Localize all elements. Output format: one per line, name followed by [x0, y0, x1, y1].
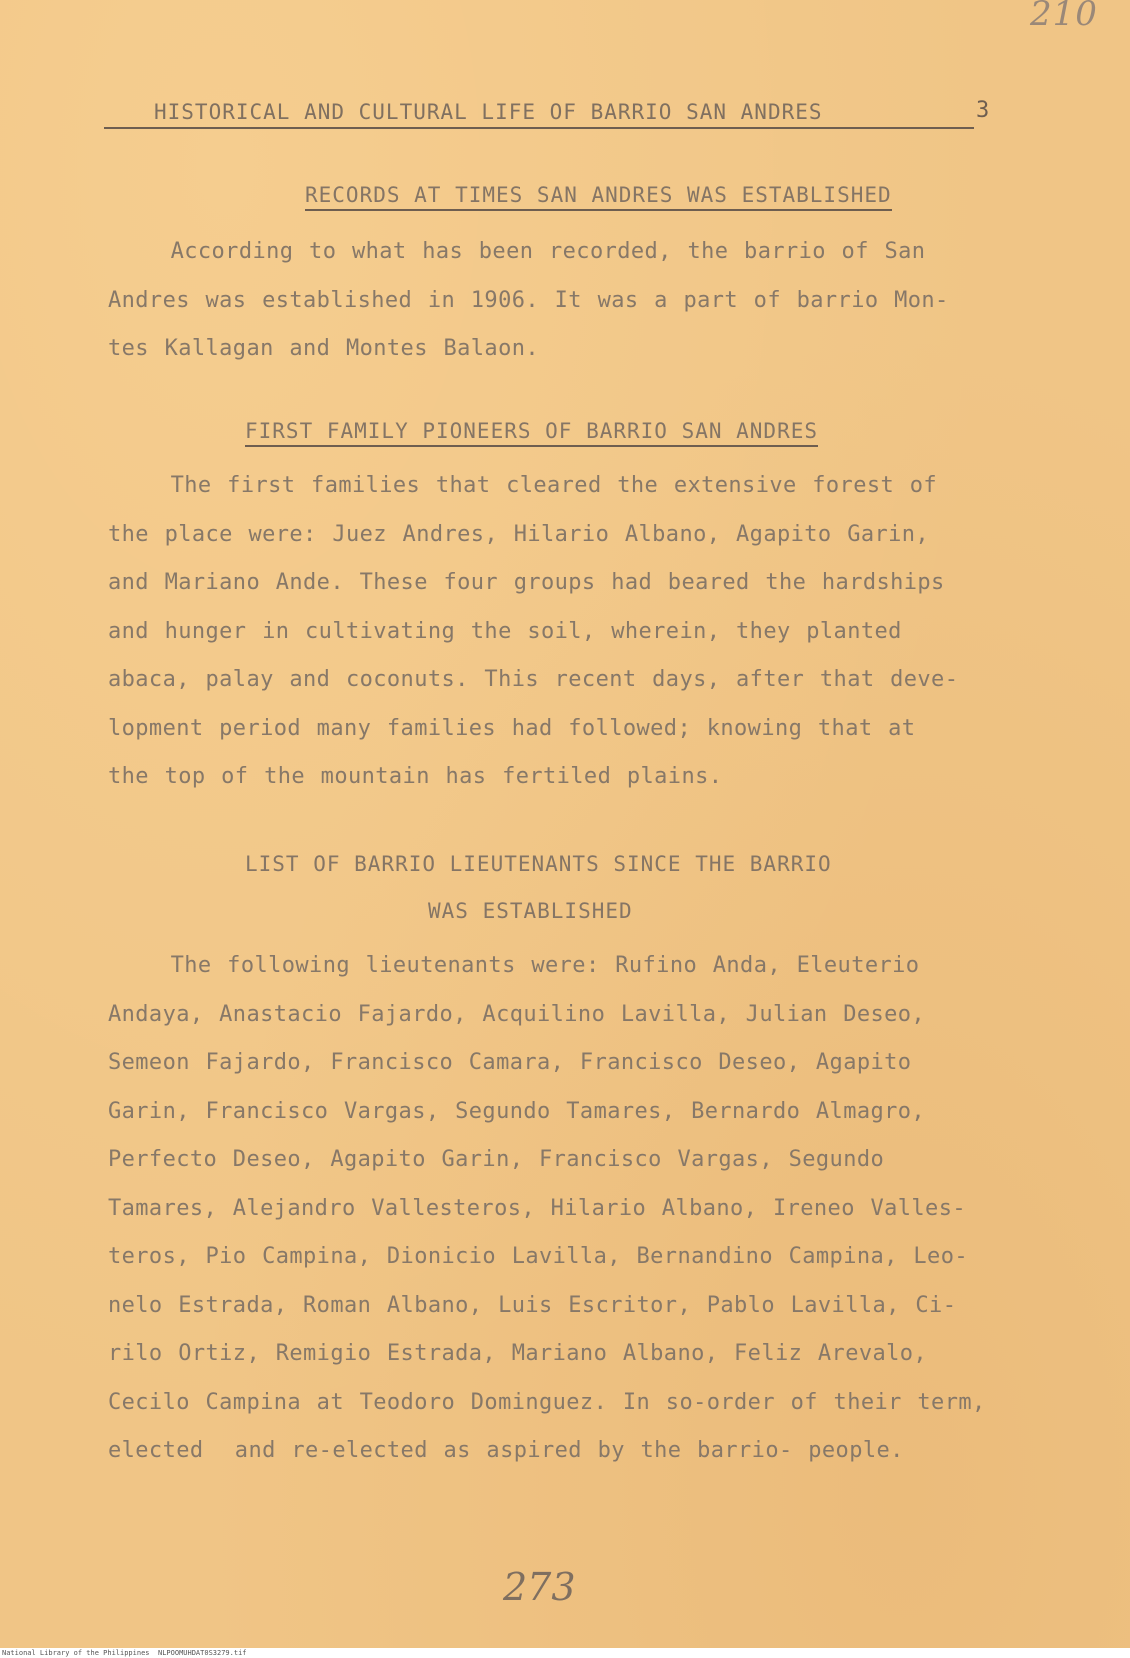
header-page-number: 3 — [976, 98, 990, 123]
header-title: HISTORICAL AND CULTURAL LIFE OF BARRIO SAN ANDRES — [154, 100, 823, 124]
section-body-records: According to what has been recorded, the barrio of San Andres was established in 1906. It was a part of barrio Mon- tes Kallagan and Montes Balaon. — [108, 239, 949, 361]
section-heading-pioneers: FIRST FAMILY PIONEERS OF BARRIO SAN ANDRES — [245, 419, 818, 447]
header-underline — [104, 127, 974, 129]
section-heading-records: RECORDS AT TIMES SAN ANDRES WAS ESTABLISHED — [305, 183, 892, 211]
corner-handwritten-number: 210 — [1030, 0, 1098, 34]
section-heading-lieutenants-line2: WAS ESTABLISHED — [428, 899, 633, 923]
running-header — [104, 96, 990, 132]
section-body-pioneers: The first families that cleared the extensive forest of the place were: Juez Andres, Hilario Albano, Agapito Garin, and Mariano Ande. These four groups had beared the hardships and hunger in cultivating the soil, wherein, they planted abaca, palay and coconuts. This recent days, after that deve- lopment period many families had followed; knowing that at the top of the mountain has fertiled plains. — [108, 473, 959, 789]
footer-strip — [0, 1648, 1130, 1658]
section-heading-lieutenants-line1: LIST OF BARRIO LIEUTENANTS SINCE THE BARRIO — [245, 852, 832, 876]
footer-filename: NLPOOMUHDAT0S3279.tif — [158, 1649, 247, 1657]
section-body-lieutenants: The following lieutenants were: Rufino Anda, Eleuterio Andaya, Anastacio Fajardo, Acquilino Lavilla, Julian Deseo, Semeon Fajardo, Francisco Camara, Francisco Deseo, Agapito Garin, Francisco Vargas, Segundo Tamares, Bernardo Almagro, Perfecto Deseo, Agapito Garin, Francisco Vargas, Segundo Tamares, Alejandro Vallesteros, Hilario Albano, Ireneo Valles- teros, Pio Campina, Dionicio Lavilla, Bernandino Campina, Leo- nelo Estrada, Roman Albano, Luis Escritor, Pablo Lavilla, Ci- rilo Ortiz, Remigio Estrada, Mariano Albano, Feliz Arevalo, Cecilo Campina at Teodoro Dominguez. In so-order of their term, elected and re-elected as aspired by the barrio- people. — [108, 953, 986, 1463]
footer-library: National Library of the Philippines — [2, 1649, 150, 1657]
handwritten-page-number: 273 — [503, 1565, 576, 1609]
